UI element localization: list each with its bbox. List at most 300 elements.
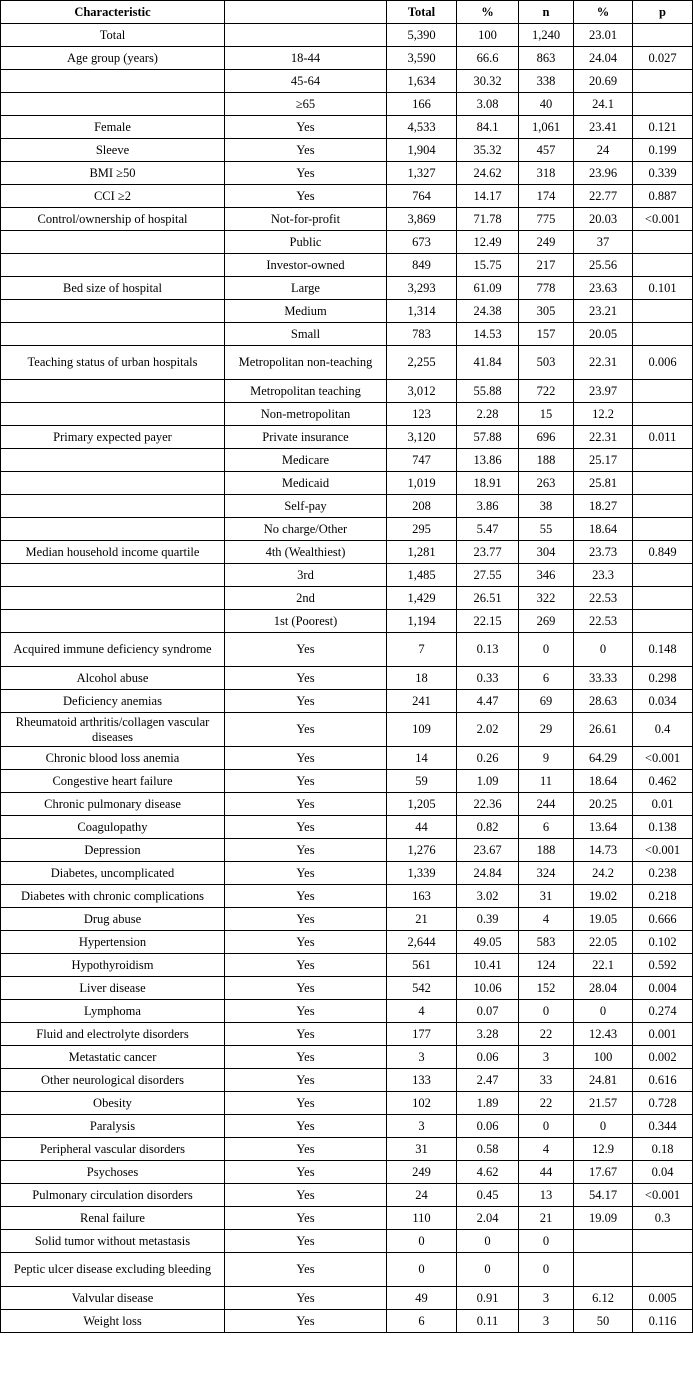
p-value-cell: 0.274 <box>633 1000 693 1023</box>
n-percent-cell: 0 <box>574 1000 633 1023</box>
total-percent-cell: 0.06 <box>457 1046 519 1069</box>
table-row <box>1 380 693 403</box>
table-row <box>1 70 693 93</box>
characteristic-cell <box>1 610 225 633</box>
category-cell: Yes <box>225 862 387 885</box>
total-percent-cell: 14.53 <box>457 323 519 346</box>
n-cell: 11 <box>519 770 574 793</box>
table-row <box>1 1253 693 1287</box>
category-cell: Yes <box>225 1092 387 1115</box>
total-cell: 163 <box>387 885 457 908</box>
table-row <box>1 1310 693 1333</box>
characteristic-cell: Paralysis <box>1 1115 225 1138</box>
p-value-cell <box>633 518 693 541</box>
p-value-cell: 0.005 <box>633 1287 693 1310</box>
category-cell: Large <box>225 277 387 300</box>
table-row <box>1 24 693 47</box>
category-cell: Yes <box>225 1069 387 1092</box>
n-percent-cell: 28.04 <box>574 977 633 1000</box>
table-row <box>1 116 693 139</box>
n-cell: 249 <box>519 231 574 254</box>
total-percent-cell: 3.08 <box>457 93 519 116</box>
p-value-cell: 0.138 <box>633 816 693 839</box>
n-percent-cell <box>574 1253 633 1287</box>
n-percent-cell: 6.12 <box>574 1287 633 1310</box>
n-percent-cell: 28.63 <box>574 690 633 713</box>
p-value-cell: 0.728 <box>633 1092 693 1115</box>
category-cell: Yes <box>225 816 387 839</box>
n-cell: 322 <box>519 587 574 610</box>
p-value-cell <box>633 403 693 426</box>
category-cell: Yes <box>225 690 387 713</box>
category-cell <box>225 24 387 47</box>
category-cell: Yes <box>225 1184 387 1207</box>
n-percent-cell <box>574 1230 633 1253</box>
characteristic-cell <box>1 231 225 254</box>
category-cell: Medicare <box>225 449 387 472</box>
n-percent-cell: 21.57 <box>574 1092 633 1115</box>
n-cell: 0 <box>519 1253 574 1287</box>
table-row <box>1 1207 693 1230</box>
characteristic-cell: Peripheral vascular disorders <box>1 1138 225 1161</box>
n-percent-cell: 0 <box>574 633 633 667</box>
p-value-cell: 0.849 <box>633 541 693 564</box>
p-value-cell: 0.002 <box>633 1046 693 1069</box>
category-cell: Yes <box>225 1253 387 1287</box>
total-percent-cell: 4.62 <box>457 1161 519 1184</box>
total-percent-cell: 0.82 <box>457 816 519 839</box>
n-percent-cell: 12.2 <box>574 403 633 426</box>
category-cell: Medicaid <box>225 472 387 495</box>
characteristic-cell: Solid tumor without metastasis <box>1 1230 225 1253</box>
n-percent-cell: 24.04 <box>574 47 633 70</box>
characteristic-cell: Diabetes, uncomplicated <box>1 862 225 885</box>
n-cell: 9 <box>519 747 574 770</box>
p-value-cell: 0.339 <box>633 162 693 185</box>
p-value-cell: 0.4 <box>633 713 693 747</box>
table-row <box>1 747 693 770</box>
total-cell: 1,904 <box>387 139 457 162</box>
p-value-cell: <0.001 <box>633 747 693 770</box>
characteristic-cell: Other neurological disorders <box>1 1069 225 1092</box>
table-row <box>1 610 693 633</box>
total-cell: 3 <box>387 1046 457 1069</box>
total-percent-cell: 84.1 <box>457 116 519 139</box>
total-cell: 3,012 <box>387 380 457 403</box>
p-value-cell: 0.3 <box>633 1207 693 1230</box>
n-percent-cell: 37 <box>574 231 633 254</box>
table-row <box>1 1287 693 1310</box>
category-cell: 2nd <box>225 587 387 610</box>
category-cell: Yes <box>225 1138 387 1161</box>
total-percent-cell: 61.09 <box>457 277 519 300</box>
total-percent-cell: 23.77 <box>457 541 519 564</box>
n-percent-cell: 18.27 <box>574 495 633 518</box>
category-cell: Yes <box>225 667 387 690</box>
n-cell: 55 <box>519 518 574 541</box>
table-row <box>1 690 693 713</box>
category-cell: Yes <box>225 908 387 931</box>
total-percent-cell: 49.05 <box>457 931 519 954</box>
total-cell: 18 <box>387 667 457 690</box>
table-row <box>1 426 693 449</box>
p-value-cell <box>633 231 693 254</box>
n-percent-cell: 22.31 <box>574 426 633 449</box>
n-cell: 22 <box>519 1023 574 1046</box>
table-row <box>1 346 693 380</box>
table-row <box>1 403 693 426</box>
total-cell: 177 <box>387 1023 457 1046</box>
total-cell: 21 <box>387 908 457 931</box>
table-row <box>1 472 693 495</box>
n-percent-cell: 19.05 <box>574 908 633 931</box>
table-row <box>1 1023 693 1046</box>
n-cell: 244 <box>519 793 574 816</box>
n-cell: 3 <box>519 1310 574 1333</box>
table-row <box>1 1184 693 1207</box>
table-row <box>1 277 693 300</box>
total-cell: 1,276 <box>387 839 457 862</box>
n-percent-cell: 14.73 <box>574 839 633 862</box>
header-row <box>1 1 693 24</box>
p-value-cell <box>633 300 693 323</box>
characteristic-cell: Age group (years) <box>1 47 225 70</box>
characteristic-cell: Liver disease <box>1 977 225 1000</box>
p-value-cell: 0.592 <box>633 954 693 977</box>
table-row <box>1 667 693 690</box>
p-value-cell: <0.001 <box>633 1184 693 1207</box>
category-cell: ≥65 <box>225 93 387 116</box>
total-cell: 0 <box>387 1230 457 1253</box>
total-cell: 542 <box>387 977 457 1000</box>
table-row <box>1 323 693 346</box>
table-row <box>1 541 693 564</box>
n-percent-cell: 12.9 <box>574 1138 633 1161</box>
total-percent-cell: 100 <box>457 24 519 47</box>
n-cell: 33 <box>519 1069 574 1092</box>
n-cell: 13 <box>519 1184 574 1207</box>
category-cell: Private insurance <box>225 426 387 449</box>
category-cell: Yes <box>225 116 387 139</box>
category-cell: Yes <box>225 1161 387 1184</box>
table-row <box>1 185 693 208</box>
total-cell: 747 <box>387 449 457 472</box>
category-cell: Medium <box>225 300 387 323</box>
p-value-cell: 0.116 <box>633 1310 693 1333</box>
total-percent-cell: 15.75 <box>457 254 519 277</box>
n-cell: 15 <box>519 403 574 426</box>
n-percent-cell: 33.33 <box>574 667 633 690</box>
total-percent-cell: 2.04 <box>457 1207 519 1230</box>
n-cell: 304 <box>519 541 574 564</box>
n-percent-cell: 18.64 <box>574 770 633 793</box>
p-value-cell: 0.04 <box>633 1161 693 1184</box>
n-percent-cell: 64.29 <box>574 747 633 770</box>
p-value-cell <box>633 323 693 346</box>
p-value-cell: 0.218 <box>633 885 693 908</box>
total-percent-cell: 41.84 <box>457 346 519 380</box>
n-percent-cell: 18.64 <box>574 518 633 541</box>
characteristic-cell: Median household income quartile <box>1 541 225 564</box>
p-value-cell: 0.616 <box>633 1069 693 1092</box>
total-cell: 123 <box>387 403 457 426</box>
category-cell: Yes <box>225 1287 387 1310</box>
characteristic-cell: Diabetes with chronic complications <box>1 885 225 908</box>
table-row <box>1 162 693 185</box>
total-cell: 1,205 <box>387 793 457 816</box>
characteristic-cell <box>1 518 225 541</box>
table-row <box>1 1230 693 1253</box>
n-percent-cell: 23.41 <box>574 116 633 139</box>
n-percent-cell: 20.03 <box>574 208 633 231</box>
characteristic-cell <box>1 449 225 472</box>
category-cell: Yes <box>225 1023 387 1046</box>
header-total-percent: % <box>457 1 519 24</box>
characteristic-cell <box>1 93 225 116</box>
characteristic-cell: Female <box>1 116 225 139</box>
p-value-cell <box>633 1230 693 1253</box>
n-cell: 188 <box>519 839 574 862</box>
n-cell: 318 <box>519 162 574 185</box>
header-category <box>225 1 387 24</box>
p-value-cell: 0.011 <box>633 426 693 449</box>
p-value-cell: 0.102 <box>633 931 693 954</box>
total-percent-cell: 35.32 <box>457 139 519 162</box>
total-percent-cell: 27.55 <box>457 564 519 587</box>
p-value-cell <box>633 380 693 403</box>
category-cell: Public <box>225 231 387 254</box>
total-percent-cell: 0 <box>457 1253 519 1287</box>
total-percent-cell: 55.88 <box>457 380 519 403</box>
category-cell: Yes <box>225 977 387 1000</box>
total-percent-cell: 23.67 <box>457 839 519 862</box>
category-cell: 1st (Poorest) <box>225 610 387 633</box>
category-cell: Not-for-profit <box>225 208 387 231</box>
p-value-cell <box>633 70 693 93</box>
n-cell: 1,061 <box>519 116 574 139</box>
n-cell: 775 <box>519 208 574 231</box>
total-cell: 102 <box>387 1092 457 1115</box>
characteristic-cell: Bed size of hospital <box>1 277 225 300</box>
p-value-cell: 0.199 <box>633 139 693 162</box>
n-cell: 0 <box>519 1230 574 1253</box>
total-percent-cell: 0.58 <box>457 1138 519 1161</box>
p-value-cell <box>633 472 693 495</box>
n-cell: 457 <box>519 139 574 162</box>
n-cell: 696 <box>519 426 574 449</box>
category-cell: Yes <box>225 1230 387 1253</box>
n-cell: 3 <box>519 1287 574 1310</box>
total-cell: 6 <box>387 1310 457 1333</box>
n-percent-cell: 54.17 <box>574 1184 633 1207</box>
table-body <box>1 24 693 1333</box>
n-percent-cell: 0 <box>574 1115 633 1138</box>
characteristic-cell <box>1 564 225 587</box>
total-percent-cell: 22.36 <box>457 793 519 816</box>
n-cell: 503 <box>519 346 574 380</box>
total-percent-cell: 24.84 <box>457 862 519 885</box>
table-row <box>1 1115 693 1138</box>
total-cell: 783 <box>387 323 457 346</box>
total-cell: 673 <box>387 231 457 254</box>
characteristic-cell: Chronic pulmonary disease <box>1 793 225 816</box>
total-cell: 5,390 <box>387 24 457 47</box>
characteristic-cell <box>1 323 225 346</box>
n-cell: 174 <box>519 185 574 208</box>
p-value-cell <box>633 587 693 610</box>
p-value-cell: 0.121 <box>633 116 693 139</box>
p-value-cell: 0.034 <box>633 690 693 713</box>
characteristic-cell <box>1 254 225 277</box>
category-cell: Yes <box>225 713 387 747</box>
n-percent-cell: 20.69 <box>574 70 633 93</box>
total-cell: 166 <box>387 93 457 116</box>
n-percent-cell: 24.2 <box>574 862 633 885</box>
total-cell: 3,293 <box>387 277 457 300</box>
header-n: n <box>519 1 574 24</box>
n-percent-cell: 20.05 <box>574 323 633 346</box>
n-percent-cell: 25.17 <box>574 449 633 472</box>
table-row <box>1 1000 693 1023</box>
n-cell: 157 <box>519 323 574 346</box>
p-value-cell <box>633 610 693 633</box>
p-value-cell <box>633 495 693 518</box>
table-row <box>1 931 693 954</box>
characteristic-cell: Weight loss <box>1 1310 225 1333</box>
table-row <box>1 839 693 862</box>
n-cell: 22 <box>519 1092 574 1115</box>
total-percent-cell: 13.86 <box>457 449 519 472</box>
table-row <box>1 1138 693 1161</box>
category-cell: 45-64 <box>225 70 387 93</box>
total-cell: 3,590 <box>387 47 457 70</box>
n-cell: 4 <box>519 908 574 931</box>
total-cell: 295 <box>387 518 457 541</box>
n-percent-cell: 23.73 <box>574 541 633 564</box>
table-row <box>1 231 693 254</box>
total-cell: 109 <box>387 713 457 747</box>
n-percent-cell: 23.97 <box>574 380 633 403</box>
category-cell: Yes <box>225 931 387 954</box>
p-value-cell: 0.001 <box>633 1023 693 1046</box>
n-cell: 0 <box>519 1115 574 1138</box>
total-percent-cell: 0.06 <box>457 1115 519 1138</box>
n-cell: 124 <box>519 954 574 977</box>
n-percent-cell: 23.3 <box>574 564 633 587</box>
table-header <box>1 1 693 24</box>
characteristic-cell: Hypertension <box>1 931 225 954</box>
characteristic-cell <box>1 403 225 426</box>
p-value-cell <box>633 1253 693 1287</box>
category-cell: Yes <box>225 1115 387 1138</box>
characteristic-cell: Hypothyroidism <box>1 954 225 977</box>
total-percent-cell: 4.47 <box>457 690 519 713</box>
total-percent-cell: 0.13 <box>457 633 519 667</box>
p-value-cell <box>633 449 693 472</box>
table-row <box>1 449 693 472</box>
category-cell: Yes <box>225 770 387 793</box>
total-percent-cell: 0.33 <box>457 667 519 690</box>
table-row <box>1 587 693 610</box>
characteristic-cell: Teaching status of urban hospitals <box>1 346 225 380</box>
total-cell: 24 <box>387 1184 457 1207</box>
characteristic-cell <box>1 70 225 93</box>
characteristic-cell: Metastatic cancer <box>1 1046 225 1069</box>
characteristic-cell: Rheumatoid arthritis/collagen vascular diseases <box>1 713 225 747</box>
category-cell: Metropolitan teaching <box>225 380 387 403</box>
total-cell: 0 <box>387 1253 457 1287</box>
total-cell: 7 <box>387 633 457 667</box>
characteristic-cell <box>1 587 225 610</box>
n-cell: 217 <box>519 254 574 277</box>
table-row <box>1 885 693 908</box>
category-cell: Yes <box>225 633 387 667</box>
characteristic-cell: CCI ≥2 <box>1 185 225 208</box>
total-cell: 764 <box>387 185 457 208</box>
characteristic-cell: Primary expected payer <box>1 426 225 449</box>
characteristic-cell: Alcohol abuse <box>1 667 225 690</box>
characteristic-cell: Coagulopathy <box>1 816 225 839</box>
total-percent-cell: 1.89 <box>457 1092 519 1115</box>
characteristic-cell: Pulmonary circulation disorders <box>1 1184 225 1207</box>
total-percent-cell: 66.6 <box>457 47 519 70</box>
characteristic-cell: BMI ≥50 <box>1 162 225 185</box>
total-cell: 1,194 <box>387 610 457 633</box>
n-percent-cell: 19.09 <box>574 1207 633 1230</box>
n-percent-cell: 23.63 <box>574 277 633 300</box>
total-cell: 3,869 <box>387 208 457 231</box>
n-cell: 29 <box>519 713 574 747</box>
total-percent-cell: 24.62 <box>457 162 519 185</box>
n-percent-cell: 25.56 <box>574 254 633 277</box>
characteristic-cell: Depression <box>1 839 225 862</box>
total-percent-cell: 24.38 <box>457 300 519 323</box>
table-row <box>1 254 693 277</box>
total-cell: 44 <box>387 816 457 839</box>
total-percent-cell: 14.17 <box>457 185 519 208</box>
n-percent-cell: 24 <box>574 139 633 162</box>
n-percent-cell: 22.53 <box>574 610 633 633</box>
n-cell: 38 <box>519 495 574 518</box>
n-cell: 305 <box>519 300 574 323</box>
p-value-cell <box>633 24 693 47</box>
category-cell: Yes <box>225 793 387 816</box>
total-cell: 2,255 <box>387 346 457 380</box>
n-cell: 0 <box>519 1000 574 1023</box>
n-cell: 31 <box>519 885 574 908</box>
category-cell: Yes <box>225 1207 387 1230</box>
category-cell: Yes <box>225 747 387 770</box>
total-cell: 1,327 <box>387 162 457 185</box>
p-value-cell: 0.027 <box>633 47 693 70</box>
table-row <box>1 770 693 793</box>
n-cell: 722 <box>519 380 574 403</box>
n-percent-cell: 24.81 <box>574 1069 633 1092</box>
category-cell: Yes <box>225 954 387 977</box>
n-percent-cell: 20.25 <box>574 793 633 816</box>
characteristic-cell: Congestive heart failure <box>1 770 225 793</box>
n-percent-cell: 13.64 <box>574 816 633 839</box>
characteristic-cell: Valvular disease <box>1 1287 225 1310</box>
table-row <box>1 1069 693 1092</box>
total-percent-cell: 0.07 <box>457 1000 519 1023</box>
n-percent-cell: 50 <box>574 1310 633 1333</box>
n-percent-cell: 25.81 <box>574 472 633 495</box>
total-percent-cell: 22.15 <box>457 610 519 633</box>
characteristic-cell: Fluid and electrolyte disorders <box>1 1023 225 1046</box>
n-cell: 0 <box>519 633 574 667</box>
total-percent-cell: 0.91 <box>457 1287 519 1310</box>
